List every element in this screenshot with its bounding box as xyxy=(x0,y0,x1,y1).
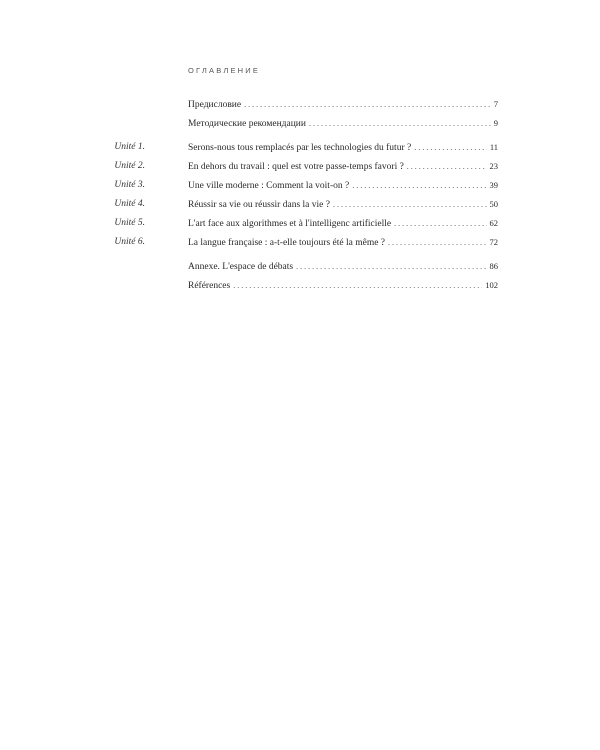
toc-dot-leader xyxy=(394,217,486,231)
unit-label: Unité 5. xyxy=(114,218,145,228)
toc-entry-unit-2 xyxy=(0,159,600,173)
toc-page-number: 39 xyxy=(489,180,498,190)
toc-dot-leader xyxy=(414,141,487,155)
toc-entry-guidelines xyxy=(0,116,600,130)
toc-page-number: 86 xyxy=(489,261,498,271)
unit-label: Unité 6. xyxy=(114,237,145,247)
unit-label: Unité 3. xyxy=(114,180,145,190)
toc-page-number: 9 xyxy=(493,118,498,128)
toc-heading: ОГЛАВЛЕНИЕ xyxy=(188,66,261,75)
toc-entry-title: La langue française : a-t-elle toujours été la même ? xyxy=(188,238,386,248)
toc-entry-title: Références xyxy=(188,281,231,291)
toc-entry-title: Annexe. L'espace de débats xyxy=(188,262,294,272)
toc-entry-annex xyxy=(0,259,600,273)
toc-entry-row xyxy=(188,116,498,131)
toc-entry-row xyxy=(188,259,498,274)
toc-entry-references xyxy=(0,278,600,292)
toc-page-number: 23 xyxy=(489,161,498,171)
toc-entry-title: Предисловие xyxy=(188,100,242,110)
unit-label: Unité 2. xyxy=(114,161,145,171)
toc-dot-leader xyxy=(407,160,487,174)
toc-entry-row xyxy=(188,178,498,193)
toc-dot-leader xyxy=(388,236,486,250)
toc-entry-row xyxy=(188,140,498,155)
toc-dot-leader xyxy=(233,279,482,293)
toc-entry-title: Serons-nous tous remplacés par les technologies du futur ? xyxy=(188,143,412,153)
toc-entry-unit-6 xyxy=(0,235,600,249)
toc-dot-leader xyxy=(296,260,486,274)
toc-page-number: 50 xyxy=(489,199,498,209)
unit-label: Unité 4. xyxy=(114,199,145,209)
toc-dot-leader xyxy=(309,117,491,131)
toc-dot-leader xyxy=(333,198,487,212)
toc-entry-unit-3 xyxy=(0,178,600,192)
toc-entry-unit-4 xyxy=(0,197,600,211)
toc-entry-row xyxy=(188,216,498,231)
unit-label: Unité 1. xyxy=(114,142,145,152)
toc-entry-unit-1 xyxy=(0,140,600,154)
toc-entry-title: Réussir sa vie ou réussir dans la vie ? xyxy=(188,200,330,210)
toc-entry-row xyxy=(188,97,498,112)
toc-page-number: 102 xyxy=(485,280,498,290)
toc-page-number: 11 xyxy=(489,142,498,152)
toc-dot-leader xyxy=(244,98,491,112)
toc-entry-title: Методические рекомендации xyxy=(188,119,306,129)
toc-dot-leader xyxy=(352,179,486,193)
toc-entry-row xyxy=(188,278,498,293)
toc-entry-row xyxy=(188,159,498,174)
toc-entry-preface xyxy=(0,97,600,111)
toc-entry-title: En dehors du travail : quel est votre passe-temps favori ? xyxy=(188,162,404,172)
toc-entry-row xyxy=(188,235,498,250)
toc-entry-unit-5 xyxy=(0,216,600,230)
toc-page-number: 7 xyxy=(493,99,498,109)
toc-page-number: 62 xyxy=(489,218,498,228)
toc-entry-title: L'art face aux algorithmes et à l'intelligenc artificielle xyxy=(188,219,392,229)
toc-entry-row xyxy=(188,197,498,212)
toc-page-number: 72 xyxy=(489,237,498,247)
toc-entry-title: Une ville moderne : Comment la voit-on ? xyxy=(188,181,350,191)
